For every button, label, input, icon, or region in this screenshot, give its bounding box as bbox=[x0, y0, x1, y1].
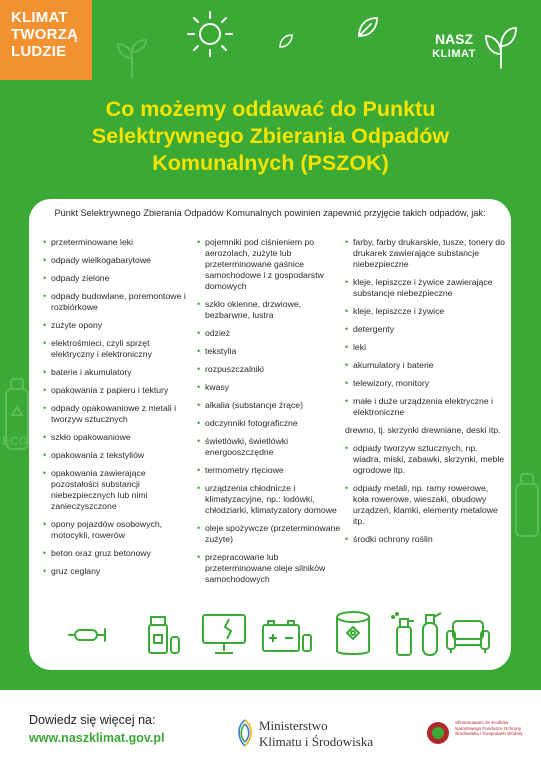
right-bottle-icon bbox=[512, 470, 541, 540]
list-item: • telewizory, monitory bbox=[345, 378, 505, 389]
list-item: • kwasy bbox=[197, 382, 347, 393]
nasz-klimat-logo bbox=[428, 24, 524, 74]
title-line-2: Selektrywnego Zbierania Odpadów bbox=[91, 124, 450, 148]
list-item: • odczynniki fotograficzne bbox=[197, 418, 347, 429]
nasz-klimat-leaf-icon bbox=[482, 24, 520, 70]
list-item: • kleje, lepiszcze i żywice bbox=[345, 306, 505, 317]
list-item: • urządzenia chłodnicze i klimatyzacyjne, np.: lodówki, chłodziarki, klimatyzatory domowe bbox=[197, 483, 347, 516]
list-item: • baterie i akumulatory bbox=[43, 367, 195, 378]
sun-icon bbox=[186, 10, 234, 58]
paint-can-icon bbox=[329, 607, 377, 659]
list-item: • szkło okienne, drzwiowe, bezbarwne, lustra bbox=[197, 299, 347, 321]
list-item: • pojemniki pod ciśnieniem po aerozolach, zużyte lub przeterminowane gaśnice samochodowe i z gospodarstw domowych bbox=[197, 237, 347, 292]
title-line-3: Komunalnych (PSZOK) bbox=[152, 151, 389, 175]
plant-icon bbox=[112, 34, 152, 80]
battery-icon bbox=[259, 617, 319, 657]
list-item: • opakowania z papieru i tektury bbox=[43, 385, 195, 396]
list-item: • zużyte opony bbox=[43, 320, 195, 331]
footer-question: Dowiedz się więcej na: bbox=[29, 713, 156, 727]
list-item: • odpady opakowaniowe z metali i tworzyw sztucznych bbox=[43, 403, 195, 425]
page-title bbox=[40, 96, 501, 177]
list-item: • rozpuszczalniki bbox=[197, 364, 347, 375]
waste-list-card bbox=[29, 199, 511, 670]
extinguisher-icon bbox=[417, 607, 443, 659]
ministry-logo bbox=[233, 716, 393, 756]
list-item: • odpady wielkogabarytowe bbox=[43, 255, 195, 266]
monitor-icon bbox=[199, 611, 249, 657]
nasz-klimat-line-2: KLIMAT bbox=[432, 48, 476, 60]
nasz-klimat-line-1: NASZ bbox=[434, 31, 474, 47]
list-item: • przepracowane lub przeterminowane oleje silników samochodowych bbox=[197, 552, 347, 585]
list-item: drewno, tj. skrzynki drewniane, deski itp. bbox=[345, 425, 501, 435]
list-item: • kleje, lepiszcze i żywice zawierające substancje niebezpieczne bbox=[345, 277, 505, 299]
list-item: • tekstylia bbox=[197, 346, 347, 357]
list-item: • odpady metali, np. ramy rowerowe, koła rowerowe, wieszaki, obudowy urządzeń, klamki, elementy metalowe itp. bbox=[345, 483, 505, 527]
svg-text:ECO: ECO bbox=[2, 434, 29, 448]
title-line-1: Co możemy oddawać do Punktu bbox=[105, 97, 436, 121]
list-item: • oleje spożywcze (przeterminowane zużyte) bbox=[197, 523, 347, 545]
list-item: • odzież bbox=[197, 328, 347, 339]
leaf-icon bbox=[355, 14, 381, 40]
footer-url-link[interactable]: www.naszklimat.gov.pl bbox=[29, 731, 165, 745]
brand-line-2: TWORZĄ bbox=[11, 26, 79, 43]
list-item: • przeterminowane leki bbox=[43, 237, 195, 248]
list-item: • opakowania z tekstyliów bbox=[43, 450, 195, 461]
fund-emblem-icon bbox=[425, 720, 451, 746]
list-item: • środki ochrony roślin bbox=[345, 534, 505, 545]
list-item: • małe i duże urządzenia elektryczne i elektroniczne bbox=[345, 396, 505, 418]
list-item: • beton oraz gruz betonowy bbox=[43, 548, 195, 559]
sofa-icon bbox=[445, 615, 491, 657]
waste-column-3 bbox=[345, 237, 505, 552]
footer-info bbox=[29, 713, 164, 745]
list-item: • odpady budowlane, poremontowe i rozbiórkowe bbox=[43, 291, 195, 313]
fund-text: Sfinansowano ze środków Narodowego Funduszu Ochrony Środowiska i Gospodarki Wodnej bbox=[455, 720, 523, 737]
list-item: • leki bbox=[345, 342, 505, 353]
bulb-tube-icon bbox=[67, 623, 113, 647]
list-item: • odpady tworzyw sztucznych, np. wiadra, miski, zabawki, skrzynki, meble ogrodowe itp. bbox=[345, 443, 505, 476]
list-item: • alkalia (substancje żrące) bbox=[197, 400, 347, 411]
ministry-line-1: Ministerstwo bbox=[259, 718, 328, 733]
list-item: • świetlówki, świetlówki energooszczędne bbox=[197, 436, 347, 458]
spray-icon bbox=[389, 611, 417, 659]
waste-column-2 bbox=[197, 237, 347, 592]
list-item: • akumulatory i baterie bbox=[345, 360, 505, 371]
list-item: • termometry rtęciowe bbox=[197, 465, 347, 476]
ministry-line-2: Klimatu i Środowiska bbox=[259, 734, 374, 749]
list-item: • detergenty bbox=[345, 324, 505, 335]
medicine-icon bbox=[143, 611, 183, 657]
brand-line-1: KLIMAT bbox=[11, 9, 68, 26]
waste-column-1 bbox=[43, 237, 195, 584]
small-leaf-icon bbox=[278, 33, 294, 49]
klimat-tworza-ludzie-logo bbox=[0, 0, 92, 80]
brand-line-3: LUDZIE bbox=[11, 43, 67, 60]
ministry-emblem-icon bbox=[233, 718, 257, 748]
list-item: • elektrośmieci, czyli sprzęt elektryczny i elektroniczny bbox=[43, 338, 195, 360]
list-item: • opony pojazdów osobowych, motocykli, rowerów bbox=[43, 519, 195, 541]
list-item: • odpady zielone bbox=[43, 273, 195, 284]
list-item: • gruz ceglany bbox=[43, 566, 195, 577]
waste-icons-row bbox=[67, 605, 487, 661]
nfosigw-logo bbox=[425, 718, 535, 754]
list-item: • szkło opakowaniowe bbox=[43, 432, 195, 443]
intro-text: Punkt Selektrywnego Zbierania Odpadów Komunalnych powinien zapewnić przyjęcie takich odpadów, jak: bbox=[54, 208, 486, 218]
list-item: • farby, farby drukarskie, tusze, tonery do drukarek zawierające substancje niebezpieczne bbox=[345, 237, 505, 270]
list-item: • opakowania zawierające pozostałości substancji niebezpiecznych lub nimi zanieczyszczone bbox=[43, 468, 195, 512]
